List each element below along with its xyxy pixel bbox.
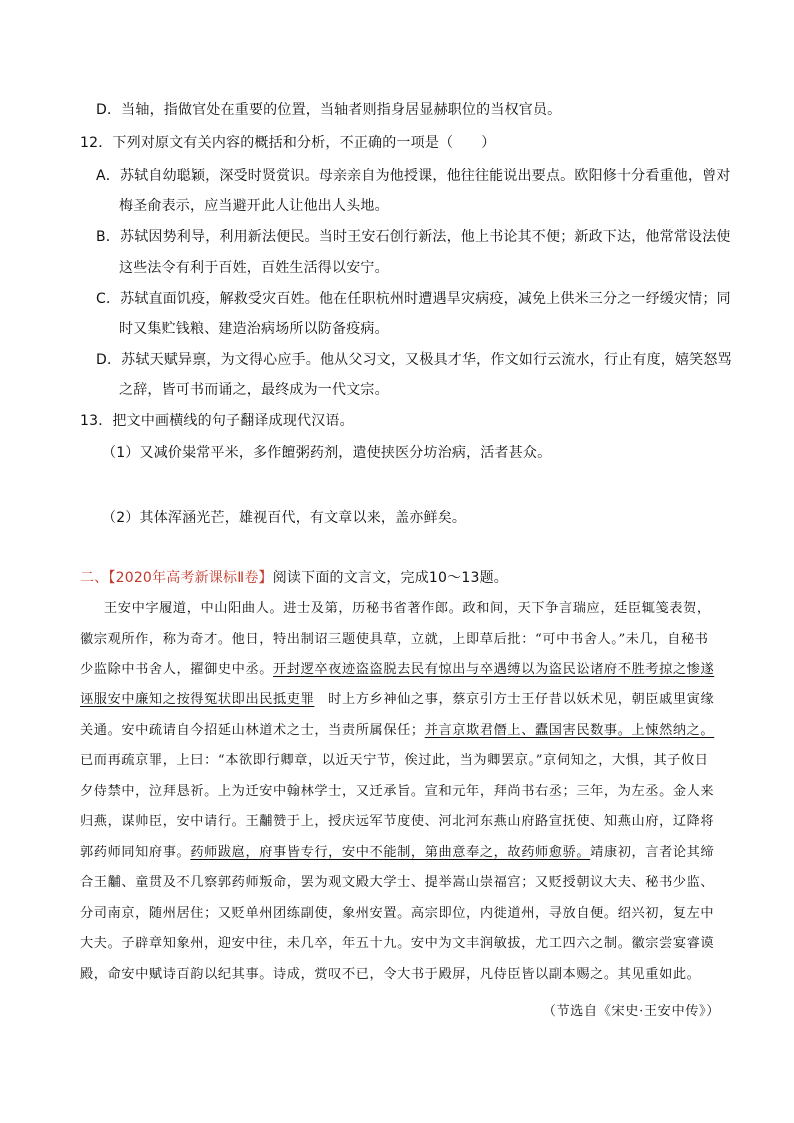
underlined-sentence-2: 并言京欺君僭上、蠹国害民数事。上悚然纳之。 — [424, 723, 715, 738]
q11-option-d: D．当轴，指做官处在重要的位置，当轴者则指身居显赫职位的当权官员。 — [96, 102, 562, 118]
q12-option-b-line1: B．苏轼因势利导，利用新法便民。当时王安石创行新法，他上书论其不便；新政下达，他常常设法使 — [96, 229, 731, 245]
q12-stem — [80, 133, 495, 153]
q12-option-c-line2: 时又集贮钱粮、建造治病场所以防备疫病。 — [119, 321, 389, 337]
q12-option-b-line2: 这些法令有利于百姓，百姓生活得以安宁。 — [119, 260, 389, 276]
q13-stem: 13．把文中画横线的句子翻译成现代汉语。 — [80, 413, 354, 429]
q13-item-2: （2）其体浑涵光芒，雄视百代，有文章以来，盖亦鲜矣。 — [102, 510, 467, 526]
passage-text: 少监除中书舍人，擢御史中丞。 — [80, 662, 274, 677]
section-2-number: 二、 — [80, 570, 109, 586]
q12-stem-close: ） — [481, 135, 496, 151]
passage-line-10: 合王黼、童贯及不几察郭药师叛命，罢为观文殿大学士、提举嵩山崇福宫；又贬授朝议大夫、秘书少监、 — [80, 875, 715, 890]
passage-line-2: 徽宗观所作，称为奇才。他日，特出制诏三题使具草，立就，上即草后批：“可中书舍人。”未几，自秘书 — [80, 632, 709, 647]
section-2-instruction: 阅读下面的文言文，完成10～13题。 — [272, 570, 508, 586]
underlined-sentence-1a: 开封逻卒夜迹盗盗脱去民有惊出与卒遇缚以为盗民讼诸府不胜考掠之惨遂 — [273, 662, 715, 677]
passage-text: 郭药师同知府事。 — [80, 845, 191, 860]
passage-line-4 — [80, 690, 714, 710]
passage-line-9 — [80, 843, 714, 863]
passage-line-1: 王安中字履道，中山阳曲人。进士及第，历秘书省著作郎。政和间，天下争言瑞应，廷臣辄笺表贺， — [104, 601, 711, 616]
q13-item-1: （1）又减价粜常平米，多作饘粥药剂，遣使挟医分坊治病，活者甚众。 — [102, 445, 552, 461]
passage-line-8: 归燕，谋帅臣，安中请行。王黼赞于上，授庆远军节度使、河北河东燕山府路宣抚使、知燕山府，辽降将 — [80, 814, 715, 829]
q12-option-a-line1: A．苏轼自幼聪颖，深受时贤赏识。母亲亲自为他授课，他往往能说出要点。欧阳修十分看重他，曾对 — [96, 168, 731, 184]
source-tag: 【2020年高考新课标Ⅱ卷】 — [108, 570, 273, 586]
q12-option-a-line2: 梅圣俞表示，应当避开此人让他出人头地。 — [119, 198, 389, 214]
section-2-heading — [80, 568, 508, 588]
passage-source: （节选自《宋史·王安中传》） — [542, 1004, 720, 1019]
q12-option-d-line1: D．苏轼天赋异禀，为文得心应手。他从父习文，又极具才华，作文如行云流水，行止有度，嬉笑怒骂 — [96, 352, 732, 368]
passage-text: 关通。安中疏请自今招延山林道术之士，当责所属保任； — [80, 723, 425, 738]
passage-line-7: 夕侍禁中，泣拜恳祈。上为迁安中翰林学士，又迁承旨。宣和元年，拜尚书右丞；三年，为左丞。金人来 — [80, 784, 715, 799]
passage-line-5 — [80, 721, 714, 741]
q12-option-d-line2: 之辞，皆可书而诵之，最终成为一代文宗。 — [119, 382, 389, 398]
underlined-sentence-1b: 诬服安中廉知之按得冤状即出民抵吏罪 — [80, 692, 315, 707]
passage-line-12: 大夫。子辟章知象州，迎安中往，未几卒，年五十九。安中为文丰润敏拔，尤工四六之制。徽宗尝宴睿谟 — [80, 936, 715, 951]
passage-text: 靖康初，言者论其缔 — [590, 845, 715, 860]
q12-option-c-line1: C．苏轼直面饥疫，解救受灾百姓。他在任职杭州时遭遇旱灾病疫，减免上供米三分之一纾缓灾情；同 — [96, 291, 731, 307]
passage-line-6: 已而再疏京罪，上曰：“本欲即行卿章，以近天宁节，俟过此，当为卿罢京。”京伺知之，大惧，其子攸日 — [80, 753, 709, 768]
underlined-sentence-3: 药师跋扈，府事皆专行，安中不能制，第曲意奉之，故药师愈骄。 — [190, 845, 591, 860]
passage-line-13: 殿，命安中赋诗百韵以纪其事。诗成，赏叹不已，令大书于殿屏，凡侍臣皆以副本赐之。其见重如此。 — [80, 967, 701, 982]
passage-line-11: 分司南京，随州居住；又贬单州团练副使，象州安置。高宗即位，内徙道州，寻放自便。绍兴初，复左中 — [80, 906, 715, 921]
passage-line-3 — [80, 660, 714, 680]
q12-stem-text: 12．下列对原文有关内容的概括和分析，不正确的一项是（ — [80, 135, 454, 151]
passage-text: 时上方乡神仙之事，蔡京引方士王仔昔以妖术见，朝臣戚里寅缘 — [314, 692, 715, 707]
